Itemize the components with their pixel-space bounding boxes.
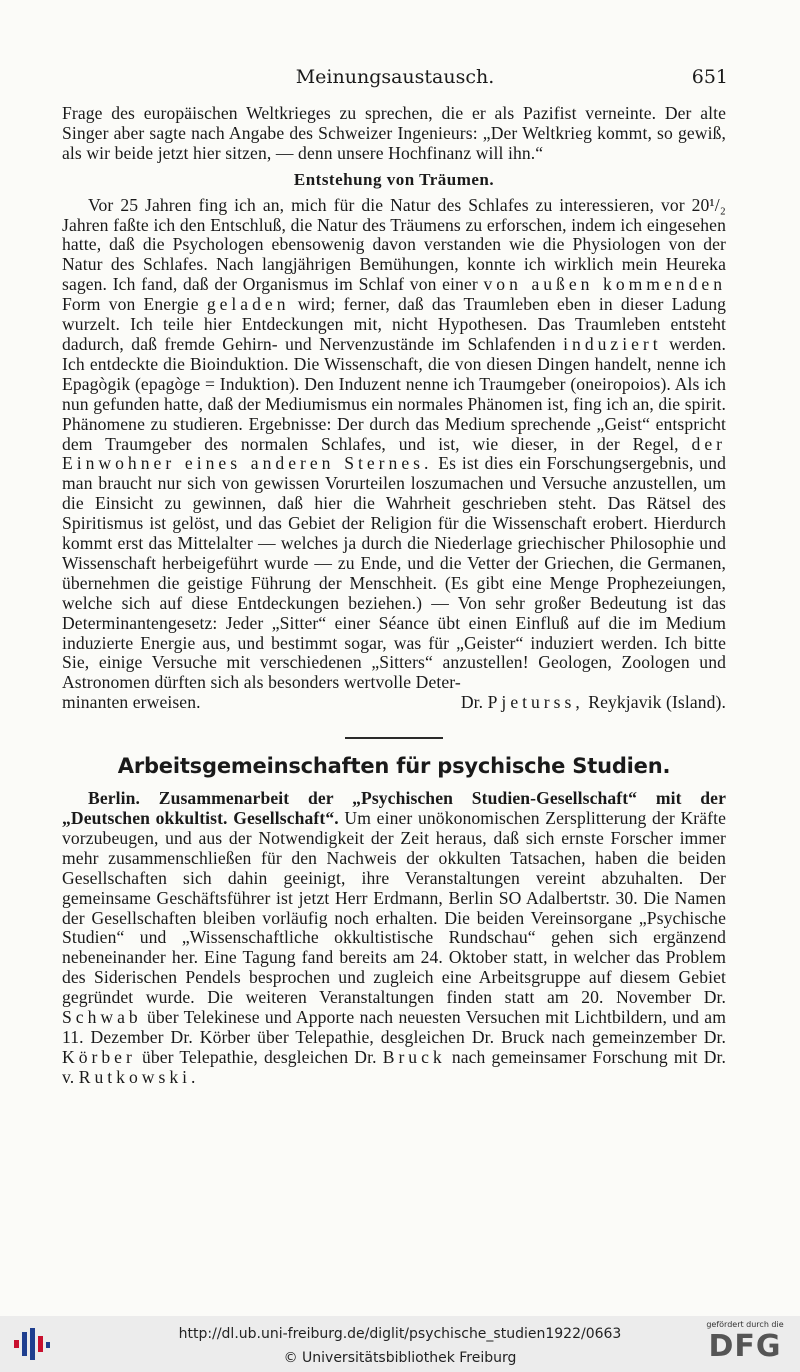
text-run: wird; ferner, daß das Traumleben eben in dieser Ladung wurzelt. Ich teile hier Entdeckungen mit, nicht Hypothesen. Das Traumleben entsteht dadurch, daß fremde Gehirn- und Nervenzustände im Schlafenden bbox=[62, 294, 726, 354]
signature-place: Reykjavik (Island). bbox=[588, 692, 726, 713]
paragraph-berlin bbox=[62, 789, 726, 1088]
spaced-emphasis: von außen kommenden bbox=[483, 274, 727, 295]
chapter-heading: Arbeitsgemeinschaften für psychische Studien. bbox=[117, 754, 671, 779]
section-divider bbox=[345, 737, 443, 739]
text-run: nach gemeinsamer Forschung mit Dr. v. bbox=[62, 1046, 727, 1087]
paragraph-traeume bbox=[62, 196, 726, 694]
spaced-emphasis: Körber bbox=[62, 1046, 136, 1067]
running-title: Meinungsaustausch. bbox=[295, 66, 495, 88]
last-line-text: minanten erweisen. bbox=[62, 692, 201, 713]
section-heading-traeume: Entstehung von Träumen. bbox=[293, 169, 495, 189]
source-url-link[interactable]: http://dl.ub.uni-freiburg.de/diglit/psychische_studien1922/0663 bbox=[178, 1326, 622, 1342]
text-run: Vor 25 Jahren fing ich an, mich für die Natur des Schlafes zu interessieren, vor 20¹/₂ Jahren faßte ich den Entschluß, die Natur des Träumens zu erforschen, indem ich eingesehen hatte, daß die Psychologen ebensowenig davon verstanden wie die Physiologen von der Natur des Schlafes. Nach langjährigen Bemühungen, konnte ich wirklich mein Heureka sagen. Ich fand, daß der Organismus im Schlaf von einer bbox=[62, 194, 726, 295]
signature-line bbox=[62, 693, 726, 713]
text-run: werden. Ich entdeckte die Bioinduktion. Die Wissenschaft, die von diesen Dingen handelt, nenne ich Epagògik (epagòge = Induktion). Den Induzent nenne ich Traumgeber (oneiropoios). Als ich nun gefunden hatte, daß der Mediumismus ein normales Phänomen ist, fing ich an, die spirit. Phänomene zu studieren. Ergebnisse: Der durch das Medium sprechende „Geist“ entspricht dem Traumgeber des normalen Schlafes, und ist, wie dieser, in der Regel, bbox=[62, 333, 726, 454]
spaced-emphasis: geladen bbox=[206, 294, 290, 315]
spaced-emphasis: der Einwohner eines anderen Sternes. bbox=[62, 433, 726, 474]
opening-paragraph: Frage des europäischen Weltkrieges zu sprechen, die er als Pazifist verneinte. Der alte Singer aber sagte nach Angabe des Schweizer Ingenieurs: „Der Weltkrieg kommt, so gewiß, als wir beide jetzt hier sitzen, — denn unsere Hochfinanz will ihn.“ bbox=[62, 103, 726, 163]
dfg-mark: DFG bbox=[708, 1329, 782, 1364]
signature-name: Pjeturss, bbox=[487, 692, 584, 713]
viewer-footer bbox=[0, 1316, 800, 1372]
text-run: über Telepathie, desgleichen Dr. bbox=[141, 1046, 377, 1067]
signature-prefix: Dr. bbox=[460, 692, 484, 713]
text-run: Um einer unökonomischen Zersplitterung der Kräfte vorzubeugen, und aus der Notwendigkeit der Zeit heraus, daß sich ernste Forscher immer mehr zusammenschließen für den Nachweis der okkulten Tatsachen, haben die beiden Gesellschaften sich dahin geeinigt, ihre Veranstaltungen vereint abzuhalten. Der gemeinsame Geschäftsführer ist jetzt Herr Erdmann, Berlin SO Adalbertstr. 30. Die Namen der Gesellschaften bleiben vorläufig noch erhalten. Die beiden Vereinsorgane „Psychische Studien“ und „Wissenschaftliche okkultistische Rundschau“ gehen sich ergänzend nebeneinander her. Eine Tagung fand bereits am 24. Oktober statt, in welcher das Problem des Siderischen Pendels besprochen und zugleich eine Arbeitsgruppe auf diesem Gebiet gegründet wurde. Die weiteren Veranstaltungen finden statt am 20. November Dr. bbox=[62, 808, 727, 1008]
page-number: 651 bbox=[691, 66, 728, 88]
text-run: Form von Energie bbox=[62, 294, 199, 315]
text-run: Es ist dies ein Forschungsergebnis, und man braucht nur sich von gewissen Vorurteilen loszumachen und Versuche anzustellen, um die Einsicht zu gewinnen, daß hier die Wahrheit geschrieben steht. Das Rätsel des Spiritismus ist gelöst, und das Gebiet der Religion für die Wissenschaft erobert. Hierdurch kommt erst das Mittelalter — welches ja durch die Niederlage griechischer Philosophie und Wissenschaft herbeigeführt wurde — zu Ende, und die Vetter der Griechen, die Germanen, übernehmen die geistige Führung der Menschheit. (Es gibt eine Menge Prophezeiungen, welche sich auf diese Entdeckungen beziehen.) — Von sehr großer Bedeutung ist das Determinantengesetz: Jeder „Sitter“ einer Séance übt einen Einfluß auf die im Medium induzierte Energie aus, und bestimmt sogar, was für „Geister“ induziert werden. Ich bitte Sie, einige Versuche mit verschiedenen „Sitters“ anzustellen! Geologen, Zoologen und Astronomen dürften sich als besonders wertvolle Deter- bbox=[62, 453, 726, 693]
dfg-caption: gefördert durch die bbox=[706, 1320, 784, 1329]
copyright-text: © Universitätsbibliothek Freiburg bbox=[283, 1350, 517, 1366]
running-head bbox=[62, 66, 728, 92]
lead-text: Berlin. Zusammenarbeit der „Psychischen Studien-Gesellschaft“ mit der „Deutschen okkultist. Gesellschaft“. bbox=[62, 788, 726, 828]
spaced-emphasis: Rutkowski. bbox=[78, 1066, 200, 1087]
text-run: über Telekinese und Apporte nach neuesten Versuchen mit Lichtbildern, und am 11. Dezember Dr. Körber über Telepathie, desgleichen Dr. Bruck nach gemeinzember Dr. bbox=[62, 1007, 726, 1047]
article-body bbox=[62, 104, 726, 1088]
spaced-emphasis: Schwab bbox=[62, 1007, 142, 1028]
dfg-logo bbox=[700, 1320, 790, 1370]
spaced-emphasis: Bruck bbox=[382, 1046, 446, 1067]
spaced-emphasis: induziert bbox=[563, 333, 662, 354]
